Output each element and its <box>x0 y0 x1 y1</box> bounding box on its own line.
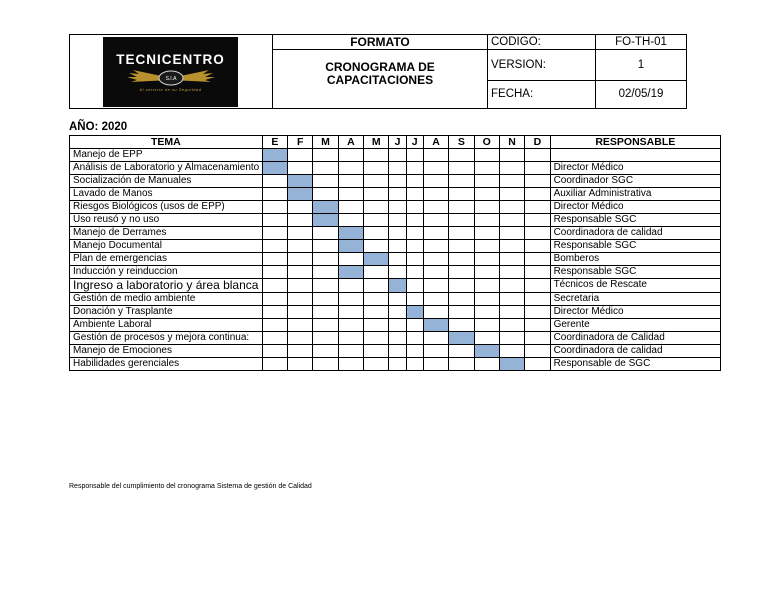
month-cell <box>338 332 363 345</box>
month-cell <box>389 214 406 227</box>
month-cell <box>406 188 423 201</box>
tema-cell: Uso reusó y no uso <box>70 214 263 227</box>
month-cell <box>288 345 313 358</box>
scheduled-month-cell <box>338 227 363 240</box>
month-cell <box>406 149 423 162</box>
schedule-row <box>70 345 721 358</box>
col-header-month: N <box>499 136 524 149</box>
table-header-row <box>70 136 721 149</box>
month-cell <box>364 201 389 214</box>
codigo-label: CODIGO: <box>488 35 596 50</box>
month-cell <box>423 188 448 201</box>
tema-cell: Gestión de medio ambiente <box>70 293 263 306</box>
month-cell <box>525 266 550 279</box>
month-cell <box>364 162 389 175</box>
month-cell <box>449 149 474 162</box>
month-cell <box>338 214 363 227</box>
logo-wordmark: TECNICENTRO <box>116 52 225 67</box>
month-cell <box>423 279 448 293</box>
month-cell <box>474 201 499 214</box>
month-cell <box>364 266 389 279</box>
scheduled-month-cell <box>364 253 389 266</box>
training-schedule-table <box>69 135 721 371</box>
month-cell <box>406 162 423 175</box>
month-cell <box>406 332 423 345</box>
responsable-cell: Coordinadora de calidad <box>550 345 720 358</box>
month-cell <box>525 162 550 175</box>
doc-title: CRONOGRAMA DE CAPACITACIONES <box>325 60 435 88</box>
month-cell <box>313 253 338 266</box>
month-cell <box>364 175 389 188</box>
responsable-cell: Técnicos de Rescate <box>550 279 720 293</box>
scheduled-month-cell <box>313 214 338 227</box>
month-cell <box>364 149 389 162</box>
responsable-cell: Responsable de SGC <box>550 358 720 371</box>
month-cell <box>288 214 313 227</box>
format-label-cell <box>273 35 488 50</box>
fecha-label: FECHA: <box>488 80 596 108</box>
month-cell <box>474 240 499 253</box>
scheduled-month-cell <box>338 240 363 253</box>
schedule-row <box>70 149 721 162</box>
tema-cell: Ingreso a laboratorio y área blanca <box>70 279 263 293</box>
month-cell <box>525 149 550 162</box>
col-header-month: F <box>288 136 313 149</box>
scheduled-month-cell <box>262 149 287 162</box>
footnote: Responsable del cumplimiento del cronograma Sistema de gestión de Calidad <box>69 483 312 490</box>
month-cell <box>474 266 499 279</box>
month-cell <box>474 306 499 319</box>
col-header-responsable: RESPONSABLE <box>550 136 720 149</box>
month-cell <box>406 227 423 240</box>
month-cell <box>423 201 448 214</box>
month-cell <box>262 253 287 266</box>
schedule-row <box>70 293 721 306</box>
month-cell <box>338 162 363 175</box>
schedule-row <box>70 266 721 279</box>
col-header-month: J <box>406 136 423 149</box>
month-cell <box>423 227 448 240</box>
month-cell <box>288 358 313 371</box>
month-cell <box>499 188 524 201</box>
month-cell <box>449 319 474 332</box>
month-cell <box>423 240 448 253</box>
month-cell <box>262 201 287 214</box>
month-cell <box>525 293 550 306</box>
month-cell <box>389 293 406 306</box>
month-cell <box>313 279 338 293</box>
month-cell <box>474 293 499 306</box>
month-cell <box>499 332 524 345</box>
responsable-cell: Director Médico <box>550 201 720 214</box>
month-cell <box>338 306 363 319</box>
month-cell <box>262 188 287 201</box>
schedule-row <box>70 332 721 345</box>
responsable-cell: Coordinador SGC <box>550 175 720 188</box>
month-cell <box>474 253 499 266</box>
month-cell <box>499 201 524 214</box>
col-header-tema: TEMA <box>70 136 263 149</box>
month-cell <box>364 319 389 332</box>
month-cell <box>338 253 363 266</box>
month-cell <box>474 188 499 201</box>
month-cell <box>499 266 524 279</box>
schedule-row <box>70 279 721 293</box>
company-logo <box>103 37 238 107</box>
month-cell <box>364 358 389 371</box>
tema-cell: Donación y Trasplante <box>70 306 263 319</box>
month-cell <box>499 149 524 162</box>
month-cell <box>262 240 287 253</box>
month-cell <box>499 240 524 253</box>
month-cell <box>525 240 550 253</box>
tema-cell: Manejo Documental <box>70 240 263 253</box>
logo-cell <box>70 35 273 109</box>
month-cell <box>525 358 550 371</box>
month-cell <box>313 358 338 371</box>
month-cell <box>525 188 550 201</box>
month-cell <box>364 306 389 319</box>
version-label: VERSION: <box>488 50 596 80</box>
month-cell <box>406 358 423 371</box>
responsable-cell: Auxiliar Administrativa <box>550 188 720 201</box>
month-cell <box>449 306 474 319</box>
month-cell <box>474 149 499 162</box>
month-cell <box>423 266 448 279</box>
tema-cell: Lavado de Manos <box>70 188 263 201</box>
month-cell <box>288 149 313 162</box>
schedule-row <box>70 240 721 253</box>
month-cell <box>525 253 550 266</box>
month-cell <box>338 201 363 214</box>
scheduled-month-cell <box>449 332 474 345</box>
scheduled-month-cell <box>313 201 338 214</box>
month-cell <box>389 358 406 371</box>
tema-cell: Habilidades gerenciales <box>70 358 263 371</box>
scheduled-month-cell <box>499 358 524 371</box>
month-cell <box>406 214 423 227</box>
month-cell <box>423 214 448 227</box>
month-cell <box>474 279 499 293</box>
month-cell <box>262 306 287 319</box>
month-cell <box>499 227 524 240</box>
month-cell <box>313 227 338 240</box>
month-cell <box>474 162 499 175</box>
tema-cell: Análisis de Laboratorio y Almacenamiento <box>70 162 263 175</box>
schedule-row <box>70 175 721 188</box>
col-header-month: D <box>525 136 550 149</box>
month-cell <box>288 279 313 293</box>
month-cell <box>406 293 423 306</box>
col-header-month: O <box>474 136 499 149</box>
month-cell <box>262 227 287 240</box>
month-cell <box>288 332 313 345</box>
schedule-row <box>70 253 721 266</box>
month-cell <box>449 201 474 214</box>
month-cell <box>338 319 363 332</box>
tema-cell: Inducción y reinduccion <box>70 266 263 279</box>
month-cell <box>389 266 406 279</box>
month-cell <box>338 188 363 201</box>
responsable-cell: Responsable SGC <box>550 240 720 253</box>
month-cell <box>406 253 423 266</box>
month-cell <box>262 358 287 371</box>
month-cell <box>449 162 474 175</box>
month-cell <box>449 240 474 253</box>
month-cell <box>338 345 363 358</box>
month-cell <box>423 253 448 266</box>
month-cell <box>474 358 499 371</box>
month-cell <box>406 201 423 214</box>
tema-cell: Gestión de procesos y mejora continua: <box>70 332 263 345</box>
month-cell <box>525 227 550 240</box>
scheduled-month-cell <box>288 175 313 188</box>
month-cell <box>474 214 499 227</box>
month-cell <box>499 306 524 319</box>
month-cell <box>313 175 338 188</box>
month-cell <box>449 188 474 201</box>
month-cell <box>338 279 363 293</box>
month-cell <box>338 175 363 188</box>
month-cell <box>389 345 406 358</box>
month-cell <box>364 188 389 201</box>
responsable-cell: Gerente <box>550 319 720 332</box>
month-cell <box>262 319 287 332</box>
month-cell <box>389 201 406 214</box>
month-cell <box>449 266 474 279</box>
month-cell <box>364 345 389 358</box>
month-cell <box>288 306 313 319</box>
col-header-month: M <box>313 136 338 149</box>
col-header-month: A <box>338 136 363 149</box>
responsable-cell: Director Médico <box>550 162 720 175</box>
version-value: 1 <box>596 50 687 80</box>
month-cell <box>288 240 313 253</box>
month-cell <box>389 149 406 162</box>
month-cell <box>389 306 406 319</box>
schedule-row <box>70 358 721 371</box>
month-cell <box>288 266 313 279</box>
month-cell <box>338 358 363 371</box>
schedule-row <box>70 319 721 332</box>
month-cell <box>364 279 389 293</box>
month-cell <box>389 188 406 201</box>
month-cell <box>262 175 287 188</box>
month-cell <box>499 293 524 306</box>
month-cell <box>525 201 550 214</box>
col-header-month: S <box>449 136 474 149</box>
tema-cell: Manejo de EPP <box>70 149 263 162</box>
month-cell <box>262 293 287 306</box>
col-header-month: E <box>262 136 287 149</box>
month-cell <box>449 175 474 188</box>
month-cell <box>499 175 524 188</box>
month-cell <box>389 240 406 253</box>
schedule-row <box>70 162 721 175</box>
month-cell <box>262 345 287 358</box>
month-cell <box>262 214 287 227</box>
month-cell <box>449 345 474 358</box>
month-cell <box>364 293 389 306</box>
scheduled-month-cell <box>262 162 287 175</box>
month-cell <box>449 279 474 293</box>
month-cell <box>525 332 550 345</box>
scheduled-month-cell <box>288 188 313 201</box>
logo-tagline: Al servicio de su Seguridad <box>139 87 202 92</box>
month-cell <box>499 162 524 175</box>
month-cell <box>406 175 423 188</box>
month-cell <box>338 293 363 306</box>
month-cell <box>288 201 313 214</box>
month-cell <box>499 345 524 358</box>
schedule-row <box>70 188 721 201</box>
month-cell <box>406 319 423 332</box>
month-cell <box>474 175 499 188</box>
year-label: AÑO: 2020 <box>69 121 128 133</box>
month-cell <box>406 266 423 279</box>
month-cell <box>423 149 448 162</box>
tema-cell: Plan de emergencias <box>70 253 263 266</box>
col-header-month: A <box>423 136 448 149</box>
responsable-cell: Coordinadora de Calidad <box>550 332 720 345</box>
month-cell <box>313 306 338 319</box>
month-cell <box>449 253 474 266</box>
month-cell <box>525 345 550 358</box>
month-cell <box>423 175 448 188</box>
month-cell <box>288 227 313 240</box>
month-cell <box>364 227 389 240</box>
month-cell <box>449 214 474 227</box>
month-cell <box>364 240 389 253</box>
month-cell <box>364 332 389 345</box>
month-cell <box>338 149 363 162</box>
responsable-cell: Secretaria <box>550 293 720 306</box>
tema-cell: Ambiente Laboral <box>70 319 263 332</box>
month-cell <box>389 227 406 240</box>
month-cell <box>262 279 287 293</box>
month-cell <box>423 306 448 319</box>
responsable-cell <box>550 149 720 162</box>
month-cell <box>313 162 338 175</box>
month-cell <box>262 332 287 345</box>
fecha-value: 02/05/19 <box>596 80 687 108</box>
month-cell <box>313 149 338 162</box>
schedule-row <box>70 306 721 319</box>
col-header-month: M <box>364 136 389 149</box>
tema-cell: Manejo de Emociones <box>70 345 263 358</box>
responsable-cell: Responsable SGC <box>550 214 720 227</box>
month-cell <box>313 240 338 253</box>
month-cell <box>474 227 499 240</box>
format-label: FORMATO <box>350 35 410 50</box>
month-cell <box>288 253 313 266</box>
tema-cell: Riesgos Biológicos (usos de EPP) <box>70 201 263 214</box>
month-cell <box>313 266 338 279</box>
month-cell <box>389 175 406 188</box>
month-cell <box>423 345 448 358</box>
wings-emblem-icon <box>125 67 217 89</box>
month-cell <box>406 345 423 358</box>
month-cell <box>474 319 499 332</box>
doc-title-cell <box>273 50 488 109</box>
month-cell <box>449 293 474 306</box>
schedule-row <box>70 201 721 214</box>
month-cell <box>423 293 448 306</box>
logo-badge-text: S.I.A <box>165 76 177 82</box>
month-cell <box>313 332 338 345</box>
month-cell <box>288 293 313 306</box>
month-cell <box>499 214 524 227</box>
month-cell <box>499 319 524 332</box>
responsable-cell: Responsable SGC <box>550 266 720 279</box>
month-cell <box>499 253 524 266</box>
month-cell <box>525 279 550 293</box>
month-cell <box>449 227 474 240</box>
month-cell <box>313 345 338 358</box>
responsable-cell: Coordinadora de calidad <box>550 227 720 240</box>
month-cell <box>313 319 338 332</box>
month-cell <box>406 240 423 253</box>
scheduled-month-cell <box>423 319 448 332</box>
month-cell <box>525 306 550 319</box>
tema-cell: Manejo de Derrames <box>70 227 263 240</box>
month-cell <box>364 214 389 227</box>
scheduled-month-cell <box>338 266 363 279</box>
responsable-cell: Director Médico <box>550 306 720 319</box>
responsable-cell: Bomberos <box>550 253 720 266</box>
codigo-value: FO-TH-01 <box>596 35 687 50</box>
month-cell <box>423 358 448 371</box>
month-cell <box>389 319 406 332</box>
schedule-row <box>70 227 721 240</box>
month-cell <box>262 266 287 279</box>
month-cell <box>525 319 550 332</box>
month-cell <box>423 162 448 175</box>
month-cell <box>389 332 406 345</box>
tema-cell: Socialización de Manuales <box>70 175 263 188</box>
month-cell <box>389 253 406 266</box>
month-cell <box>525 175 550 188</box>
schedule-row <box>70 214 721 227</box>
month-cell <box>313 293 338 306</box>
month-cell <box>288 319 313 332</box>
month-cell <box>499 279 524 293</box>
month-cell <box>313 188 338 201</box>
col-header-month: J <box>389 136 406 149</box>
month-cell <box>423 332 448 345</box>
month-cell <box>288 162 313 175</box>
scheduled-month-cell <box>474 345 499 358</box>
month-cell <box>474 332 499 345</box>
month-cell <box>406 279 423 293</box>
month-cell <box>525 214 550 227</box>
scheduled-month-cell <box>406 306 423 319</box>
scheduled-month-cell <box>389 279 406 293</box>
document-header <box>69 34 687 109</box>
month-cell <box>449 358 474 371</box>
month-cell <box>389 162 406 175</box>
